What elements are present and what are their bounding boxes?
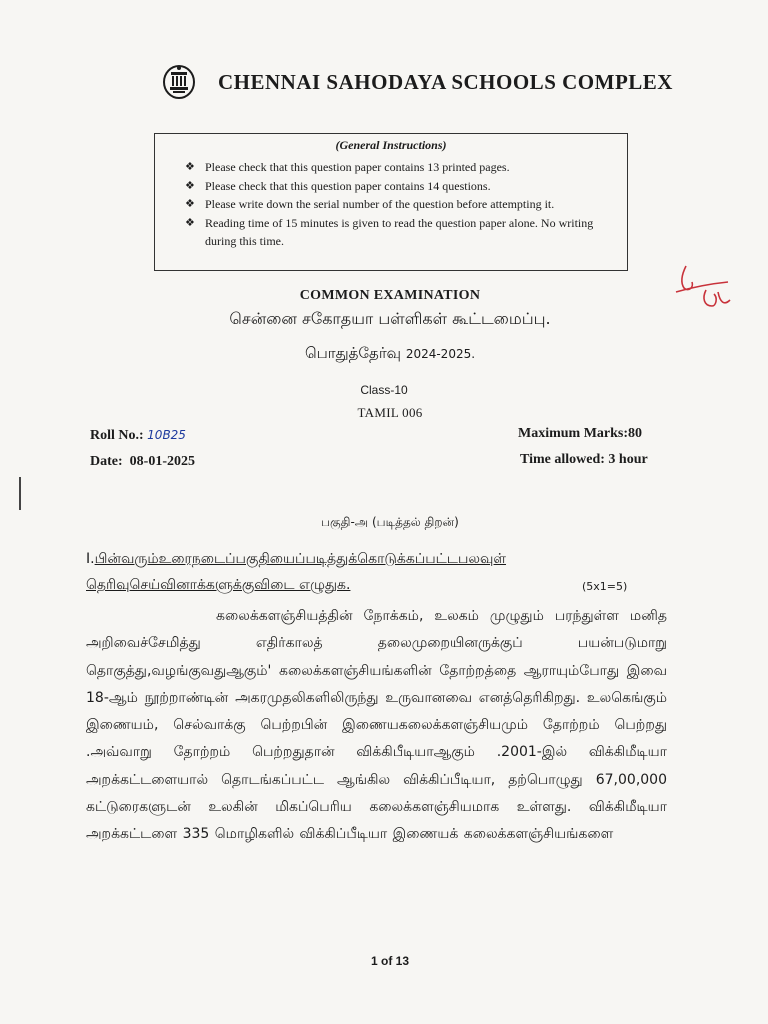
time-allowed-label: Time allowed: bbox=[520, 452, 605, 467]
instruction-item: ❖ Please write down the serial number of the question before attempting it. bbox=[185, 195, 615, 214]
question-marks: (5x1=5) bbox=[582, 580, 628, 593]
date-label: Date: bbox=[90, 454, 123, 469]
exam-title-tamil: சென்னை சகோதயா பள்ளிகள் கூட்டமைப்பு. bbox=[229, 309, 551, 328]
date-field bbox=[90, 454, 195, 470]
exam-title-english: COMMON EXAMINATION bbox=[299, 288, 481, 303]
subject-label: TAMIL 006 bbox=[357, 405, 423, 420]
margin-pen-mark bbox=[19, 477, 21, 510]
exam-year-line bbox=[0, 344, 768, 364]
maximum-marks-label: Maximum Marks: bbox=[518, 426, 629, 441]
instructions-title: (General Instructions) bbox=[335, 138, 447, 152]
date-value: 08-01-2025 bbox=[129, 454, 195, 469]
page-number: 1 of 13 bbox=[370, 954, 409, 968]
time-allowed-field bbox=[520, 452, 648, 468]
instruction-item: ❖ Reading time of 15 minutes is given to read the question paper alone. No writing during this time. bbox=[185, 215, 594, 248]
general-instructions-box bbox=[154, 133, 628, 271]
class-label: Class-10 bbox=[360, 383, 408, 397]
maximum-marks-field bbox=[518, 426, 642, 442]
section-heading: பகுதி-அ (படித்தல் திறன்) bbox=[321, 515, 459, 529]
diamond-bullet-icon: ❖ bbox=[185, 179, 195, 192]
maximum-marks-value: 80 bbox=[628, 426, 643, 441]
school-name: CHENNAI SAHODAYA SCHOOLS COMPLEX bbox=[218, 70, 673, 94]
exam-year-label: பொதுத்தேர்வு bbox=[304, 344, 402, 362]
school-logo bbox=[162, 62, 196, 100]
reading-passage: கலைக்களஞ்சியத்தின் நோக்கம், உலகம் முழுதும் பரந்துள்ள மனித அறிவைச்சேமித்து எதிர்காலத் தலைமுறையினருக்குப் பயன்படுமாறு தொகுத்து,வழங்குவதுஆகும்' கலைக்களஞ்சியங்களின் தோற்றத்தை ஆராயும்போது இவை 18-ஆம் நூற்றாண்டின் அகரமுதலிகளிலிருந்து உருவானவை எனத்தெரிகிறது. உலகெங்கும் இணையம், செல்வாக்கு பெற்றபின் இணையகலைக்களஞ்சியமும் தோற்றம் பெற்றது .அவ்வாறு தோற்றம் பெற்றதுதான் விக்கிபீடியாஆகும் .2001-இல் விக்கிமீடியா அறக்கட்டளையால் தொடங்கப்பட்ட ஆங்கில விக்கிப்பீடியா, தற்பொழுது 67,00,000 கட்டுரைகளுடன் உலகின் மிகப்பெரிய கலைக்களஞ்சியமாக உள்ளது. விக்கிமீடியா அறக்கட்டளை 335 மொழிகளில் விக்கிப்பீடியா இணையக் கலைக்களஞ்சியங்களை bbox=[86, 608, 667, 843]
time-allowed-value: 3 hour bbox=[608, 452, 648, 467]
question-text: பின்வரும்உரைநடைப்பகுதியைப்படித்துக்கொடுக்கப்பட்டபலவுள் தெரிவுசெய்வினாக்களுக்குவிடை எழுதுக. bbox=[86, 551, 507, 593]
question-number: I. bbox=[86, 551, 95, 567]
roll-number-label: Roll No.: bbox=[90, 428, 144, 443]
question-one bbox=[86, 546, 686, 598]
instruction-item: ❖ Please check that this question paper contains 14 questions. bbox=[185, 177, 615, 196]
instruction-item: ❖ Please check that this question paper contains 13 printed pages. bbox=[185, 158, 615, 177]
diamond-bullet-icon: ❖ bbox=[185, 198, 195, 210]
diamond-bullet-icon: ❖ bbox=[185, 216, 195, 229]
roll-number-field bbox=[90, 428, 186, 444]
instructions-list bbox=[185, 158, 615, 251]
exam-year: 2024-2025. bbox=[405, 347, 476, 361]
roll-number-value: 10B25 bbox=[147, 428, 186, 442]
diamond-bullet-icon: ❖ bbox=[185, 161, 195, 173]
